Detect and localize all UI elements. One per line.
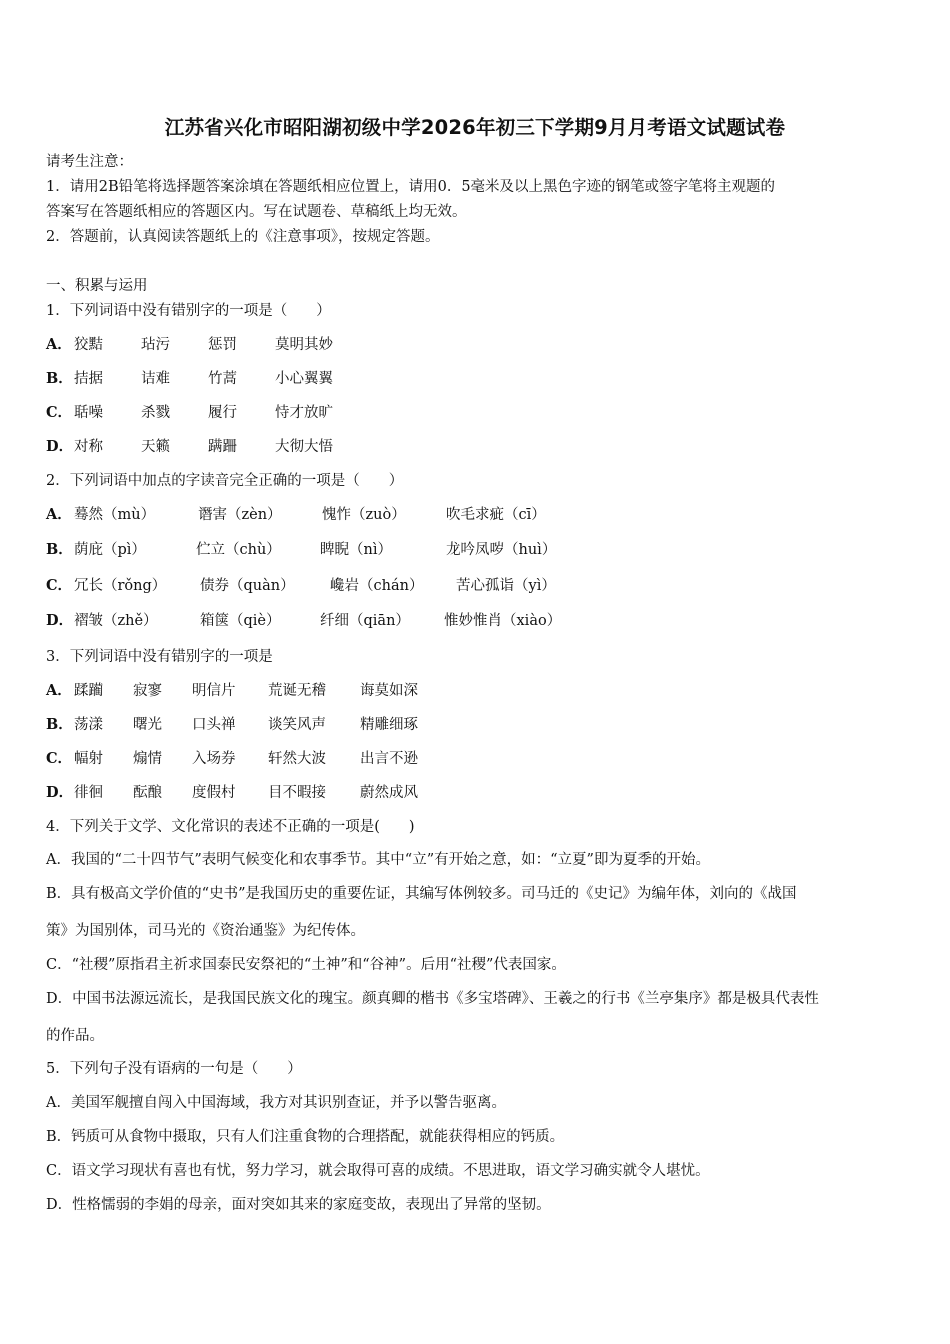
option-word: 褶皱（zhě） [74, 613, 158, 629]
question-5-stem: 5．下列句子没有语病的一句是（ ） [46, 1061, 302, 1077]
option-word: 度假村 [192, 785, 236, 801]
option-word: 明信片 [192, 683, 236, 699]
option-word: 伫立（chù） [196, 542, 281, 558]
q5-option-a: A．美国军舰擅自闯入中国海域，我方对其识别查证，并予以警告驱离。 [46, 1095, 506, 1111]
option-word: 蔚然成风 [360, 785, 418, 801]
option-word: 聒噪 [74, 405, 103, 421]
option-word: 荫庇（pì） [74, 542, 146, 558]
option-word: 莫明其妙 [275, 337, 333, 353]
option-word: 荒诞无稽 [268, 683, 326, 699]
option-word: 拮据 [74, 371, 103, 387]
q3-option-c [46, 749, 418, 769]
section-heading: 一、积累与运用 [46, 278, 148, 294]
option-word: 小心翼翼 [275, 371, 333, 387]
option-word: 大彻大悟 [275, 439, 333, 455]
q1-option-d [46, 437, 333, 457]
option-word: 睥睨（nì） [320, 542, 392, 558]
option-word: 惟妙惟肖（xiào） [444, 613, 562, 629]
q3-option-a [46, 681, 418, 701]
option-letter: C． [46, 750, 73, 767]
option-letter: A． [46, 506, 72, 523]
option-word: 徘徊 [74, 785, 103, 801]
question-4-stem: 4．下列关于文学、文化常识的表述不正确的一项是( ) [46, 819, 415, 835]
option-word: 曙光 [133, 717, 162, 733]
notice-item-1a: 1．请用2B铅笔将选择题答案涂填在答题纸相应位置上，请用0．5毫米及以上黑色字迹的钢笔或签字笔将主观题的 [46, 179, 776, 195]
option-word: 玷污 [141, 337, 170, 353]
q1-option-c [46, 403, 333, 423]
option-word: 杀戮 [141, 405, 170, 421]
option-word: 出言不逊 [360, 751, 418, 767]
option-letter: D． [46, 438, 74, 455]
option-word: 煽情 [133, 751, 162, 767]
option-word: 履行 [208, 405, 237, 421]
q2-option-c [46, 576, 556, 596]
option-word: 冗长（rǒng） [74, 578, 167, 594]
option-word: 幅射 [74, 751, 103, 767]
q2-option-a [46, 505, 546, 525]
notice-heading: 请考生注意： [46, 154, 133, 170]
option-letter: A． [46, 682, 72, 699]
option-word: 苦心孤诣（yì） [456, 578, 556, 594]
option-letter: C． [46, 404, 73, 421]
option-word: 债券（quàn） [200, 578, 295, 594]
option-word: 狡黠 [74, 337, 103, 353]
q4-option-a: A．我国的“二十四节气”表明气候变化和农事季节。其中“立”有开始之意，如：“立夏”即为夏季的开始。 [46, 852, 710, 868]
option-word: 纤细（qiān） [320, 613, 410, 629]
q1-option-a [46, 335, 333, 355]
option-word: 对称 [74, 439, 103, 455]
option-word: 酝酿 [133, 785, 162, 801]
q4-option-d-line2: 的作品。 [46, 1028, 104, 1044]
option-word: 恃才放旷 [275, 405, 333, 421]
q2-option-d [46, 611, 561, 631]
notice-item-2: 2．答题前，认真阅读答题纸上的《注意事项》，按规定答题。 [46, 229, 440, 245]
option-letter: C． [46, 577, 73, 594]
question-3-stem: 3．下列词语中没有错别字的一项是 [46, 649, 273, 665]
option-word: 惩罚 [208, 337, 237, 353]
option-word: 蓦然（mù） [74, 507, 156, 523]
q3-option-b [46, 715, 418, 735]
question-2-stem: 2．下列词语中加点的字读音完全正确的一项是（ ） [46, 473, 404, 489]
option-word: 吹毛求疵（cī） [446, 507, 546, 523]
q4-option-b-line1: B．具有极高文学价值的“史书”是我国历史的重要佐证，其编写体例较多。司马迁的《史记》为编年体，刘向的《战国 [46, 886, 797, 902]
question-1-stem: 1．下列词语中没有错别字的一项是（ ） [46, 303, 331, 319]
option-word: 箱箧（qiè） [200, 613, 281, 629]
option-word: 目不暇接 [268, 785, 326, 801]
option-word: 蹒跚 [208, 439, 237, 455]
option-letter: D． [46, 784, 74, 801]
option-word: 龙吟凤哕（huì） [446, 542, 557, 558]
option-word: 天籁 [141, 439, 170, 455]
option-word: 荡漾 [74, 717, 103, 733]
option-word: 诘难 [141, 371, 170, 387]
q1-option-b [46, 369, 333, 389]
option-word: 精雕细琢 [360, 717, 418, 733]
option-letter: B． [46, 370, 73, 387]
option-word: 诲莫如深 [360, 683, 418, 699]
q5-option-b: B．钙质可从食物中摄取，只有人们注重食物的合理搭配，就能获得相应的钙质。 [46, 1129, 565, 1145]
q5-option-d: D．性格懦弱的李娟的母亲，面对突如其来的家庭变故，表现出了异常的坚韧。 [46, 1197, 551, 1213]
q4-option-d-line1: D．中国书法源远流长，是我国民族文化的瑰宝。颜真卿的楷书《多宝塔碑》、王羲之的行书《兰亭集序》都是极具代表性 [46, 991, 819, 1007]
q2-option-b [46, 540, 556, 560]
q4-option-b-line2: 策》为国别体，司马光的《资治通鉴》为纪传体。 [46, 923, 365, 939]
q3-option-d [46, 783, 418, 803]
page-title: 江苏省兴化市昭阳湖初级中学2026年初三下学期9月月考语文试题试卷 [164, 116, 786, 139]
option-word: 入场券 [192, 751, 236, 767]
notice-item-1b: 答案写在答题纸相应的答题区内。写在试题卷、草稿纸上均无效。 [46, 204, 467, 220]
option-word: 谈笑风声 [268, 717, 326, 733]
option-word: 愧怍（zuò） [322, 507, 406, 523]
option-word: 蹂躏 [74, 683, 103, 699]
option-word: 竹蒿 [208, 371, 237, 387]
option-letter: B． [46, 541, 73, 558]
option-word: 轩然大波 [268, 751, 326, 767]
q4-option-c: C．“社稷”原指君主祈求国泰民安祭祀的“土神”和“谷神”。后用“社稷”代表国家。 [46, 957, 566, 973]
option-word: 口头禅 [192, 717, 236, 733]
q5-option-c: C．语文学习现状有喜也有忧，努力学习，就会取得可喜的成绩。不思进取，语文学习确实就令人堪忧。 [46, 1163, 710, 1179]
option-word: 巉岩（chán） [330, 578, 424, 594]
option-word: 谮害（zèn） [198, 507, 282, 523]
option-word: 寂寥 [133, 683, 162, 699]
option-letter: A． [46, 336, 72, 353]
option-letter: B． [46, 716, 73, 733]
option-letter: D． [46, 612, 74, 629]
